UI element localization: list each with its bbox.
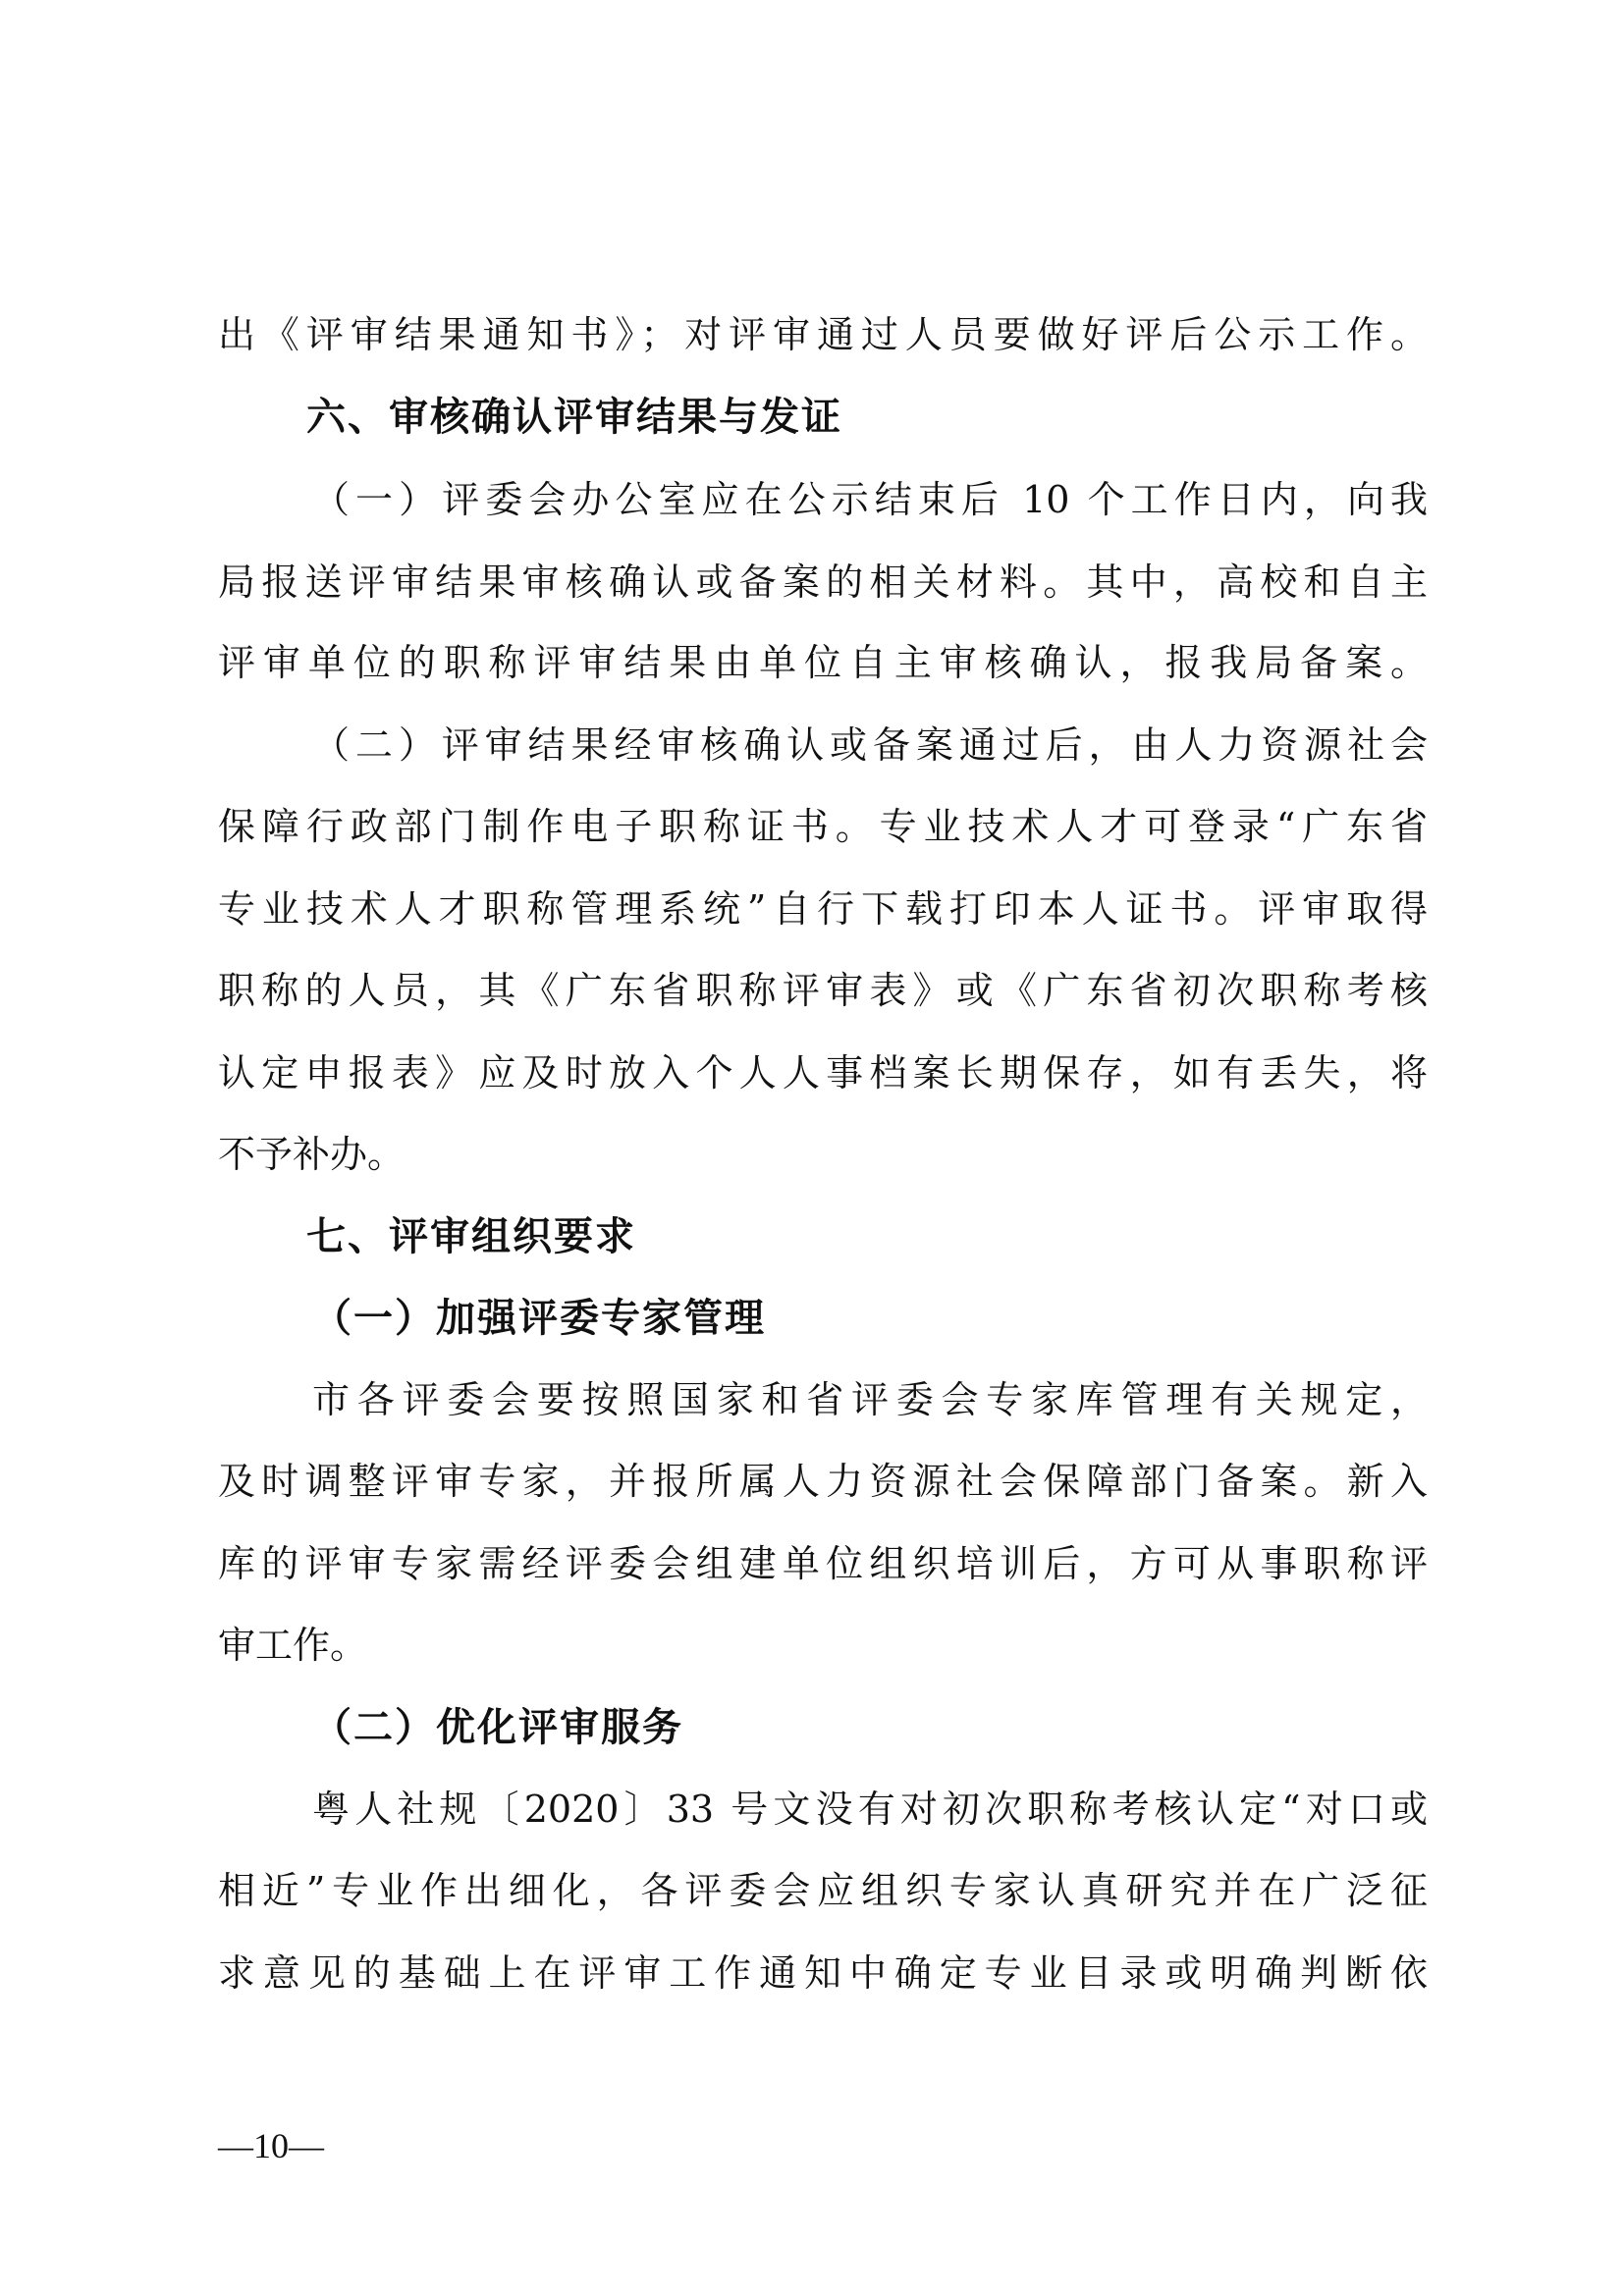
body-line: 市各评委会要按照国家和省评委会专家库管理有关规定，	[312, 1378, 1428, 1421]
body-line: 保障行政部门制作电子职称证书。专业技术人才可登录“广东省	[218, 805, 1428, 848]
body-line: 审工作。	[218, 1624, 368, 1667]
body-line: （二）评审结果经审核确认或备案通过后，由人力资源社会	[312, 723, 1428, 767]
body-line: （一）评委会办公室应在公示结束后 10 个工作日内，向我	[312, 478, 1428, 521]
body-line: 不予补办。	[218, 1133, 406, 1176]
body-line: 库的评审专家需经评委会组建单位组织培训后，方可从事职称评	[218, 1542, 1428, 1585]
subsection-heading-1: （一）加强评委专家管理	[312, 1296, 766, 1341]
section-heading-6: 六、审核确认评审结果与发证	[306, 395, 842, 440]
body-line: 及时调整评审专家，并报所属人力资源社会保障部门备案。新入	[218, 1460, 1428, 1503]
body-line: 求意见的基础上在评审工作通知中确定专业目录或明确判断依	[218, 1951, 1428, 1995]
body-line: 职称的人员，其《广东省职称评审表》或《广东省初次职称考核	[218, 969, 1428, 1012]
section-heading-7: 七、评审组织要求	[306, 1214, 636, 1259]
page-number: —10—	[218, 2126, 324, 2165]
body-line: 评审单位的职称评审结果由单位自主审核确认，报我局备案。	[218, 641, 1428, 684]
body-line: 专业技术人才职称管理系统”自行下载打印本人证书。评审取得	[218, 887, 1428, 931]
subsection-heading-2: （二）优化评审服务	[312, 1705, 683, 1750]
body-line: 粤人社规〔2020〕33 号文没有对初次职称考核认定“对口或	[312, 1788, 1428, 1831]
body-line: 出《评审结果通知书》；对评审通过人员要做好评后公示工作。	[218, 313, 1428, 356]
body-line: 认定申报表》应及时放入个人人事档案长期保存，如有丢失，将	[218, 1051, 1428, 1095]
body-line: 局报送评审结果审核确认或备案的相关材料。其中，高校和自主	[218, 561, 1428, 604]
body-line: 相近”专业作出细化，各评委会应组织专家认真研究并在广泛征	[218, 1869, 1428, 1912]
